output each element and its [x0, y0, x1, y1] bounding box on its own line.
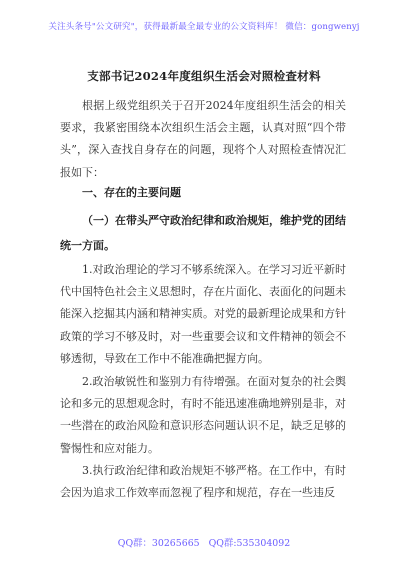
list-item-discipline-execution: 3.执行政治纪律和政治规矩不够严格。在工作中，有时会因为追求工作效率而忽视了程序和规范，存在一些违反	[60, 464, 346, 500]
section-heading-problems: 一、存在的主要问题	[82, 186, 181, 199]
subsection-heading-political-discipline: （一）在带头严守政治纪律和政治规矩，维护党的团结统一方面。	[60, 214, 346, 252]
footer-qq-group-2: QQ群:535304092	[208, 538, 291, 549]
list-item-theory-study: 1.对政治理论的学习不够系统深入。在学习习近平新时代中国特色社会主义思想时，存在片面化、表面化的问题未能深入挖掘其内涵和精神实质。对党的最新理论成果和方针政策的学习不够及时，对一些重要会议和文件精神的领会不够透彻，导致在工作中不能准确把握方向。	[60, 263, 346, 365]
document-title: 支部书记2024年度组织生活会对照检查材料	[87, 69, 321, 83]
footer-qq-group-1: QQ群：30265665	[117, 538, 200, 549]
footer-contact	[0, 535, 408, 549]
intro-paragraph: 根据上级党组织关于召开2024年度组织生活会的相关要求，我紧密围绕本次组织生活会主题，认真对照“四个带头”，深入查找自身存在的问题，现将个人对照检查情况汇报如下：	[60, 99, 346, 179]
header-banner: 关注头条号"公文研究"，获得最新最全最专业的公文资料库！ 微信：gongwenyj	[48, 22, 360, 32]
list-item-political-sensitivity: 2.政治敏锐性和鉴别力有待增强。在面对复杂的社会舆论和多元的思想观念时，有时不能迅速准确地辨别是非，对一些潜在的政治风险和意识形态问题认识不足，缺乏足够的警惕性和应对能力。	[60, 375, 346, 455]
